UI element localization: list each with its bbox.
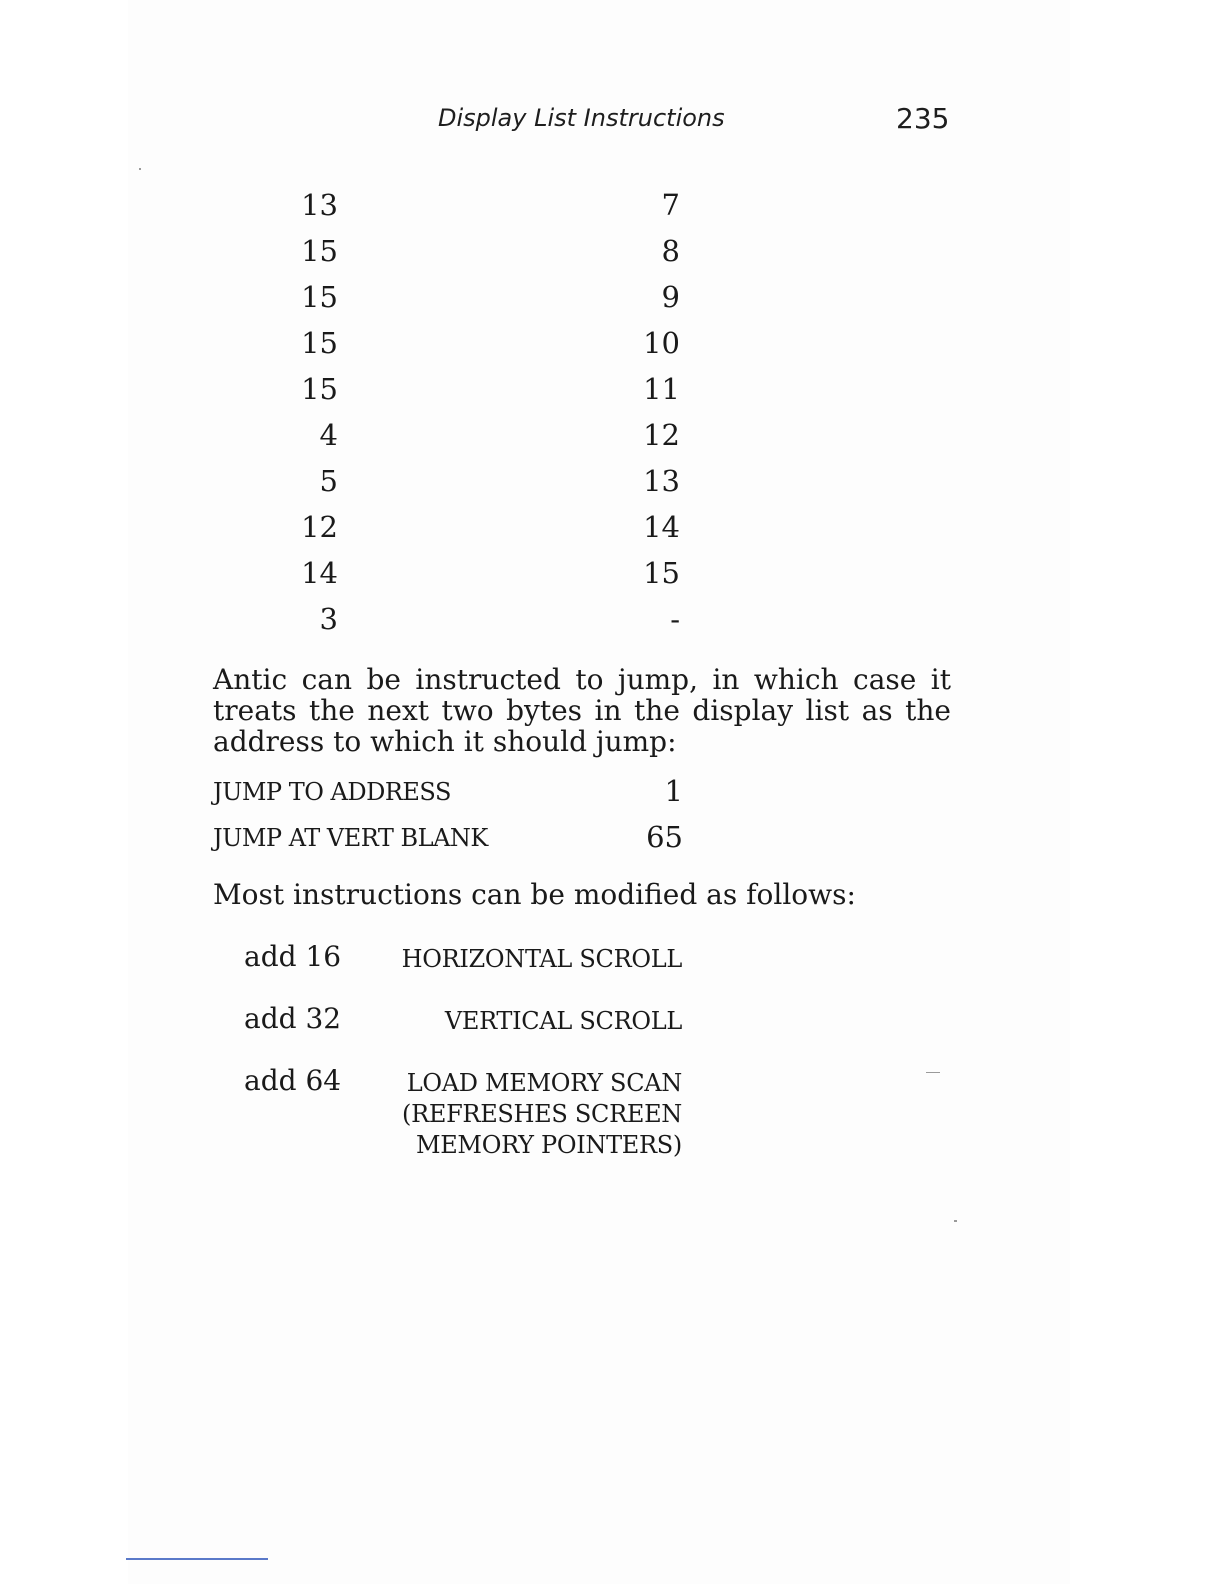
table-cell-right: 8: [661, 234, 680, 268]
table-row: [0, 510, 800, 550]
scan-speck: [954, 1220, 957, 1222]
table-cell-right: 13: [643, 464, 680, 498]
table-row: [0, 602, 800, 642]
table-row: [0, 234, 800, 274]
modifier-add-value: add 16: [244, 940, 342, 973]
table-row: [0, 280, 800, 320]
table-cell-right: 14: [643, 510, 680, 544]
table-cell-left: 13: [301, 188, 338, 222]
table-cell-left: 15: [301, 280, 338, 314]
table-cell-left: 3: [319, 602, 338, 636]
running-header-title: Display List Instructions: [438, 104, 725, 132]
table-cell-right: 12: [643, 418, 680, 452]
modifier-add-value: add 64: [244, 1064, 342, 1097]
modifier-description-line: VERTICAL SCROLL: [444, 1007, 682, 1035]
modifier-description-line: HORIZONTAL SCROLL: [401, 945, 682, 973]
page-number: 235: [896, 102, 950, 135]
modifier-description: [372, 1006, 682, 1037]
modifier-add-value: add 32: [244, 1002, 342, 1035]
table-row: [0, 326, 800, 366]
table-cell-left: 15: [301, 234, 338, 268]
jump-value: 1: [664, 774, 683, 808]
table-cell-right: 10: [643, 326, 680, 360]
table-cell-right: 11: [643, 372, 680, 406]
table-cell-left: 12: [301, 510, 338, 544]
table-row: [0, 418, 800, 458]
modifier-description: [372, 1068, 682, 1161]
modifier-description-line: LOAD MEMORY SCAN: [406, 1069, 682, 1097]
modifier-description-line: (REFRESHES SCREEN: [402, 1100, 682, 1128]
jump-row: [213, 820, 683, 860]
table-row: [0, 372, 800, 412]
scan-speck: [926, 1072, 940, 1073]
table-row: [0, 188, 800, 228]
table-cell-right: 9: [661, 280, 680, 314]
modifiers-intro: Most instructions can be modified as follows:: [213, 878, 856, 911]
table-cell-right: 7: [661, 188, 680, 222]
modifier-description: [372, 944, 682, 975]
footer-rule: [126, 1558, 268, 1560]
jump-paragraph: Antic can be instructed to jump, in which case it treats the next two bytes in the display list as the address to which it should jump:: [213, 663, 951, 758]
table-cell-right: -: [670, 602, 680, 636]
jump-label: JUMP AT VERT BLANK: [213, 824, 488, 852]
modifier-description-line: MEMORY POINTERS): [415, 1131, 682, 1159]
table-cell-left: 14: [301, 556, 338, 590]
table-cell-left: 15: [301, 372, 338, 406]
table-cell-left: 5: [319, 464, 338, 498]
scan-speck: [139, 168, 141, 170]
jump-label: JUMP TO ADDRESS: [213, 778, 451, 806]
table-cell-left: 15: [301, 326, 338, 360]
jump-value: 65: [646, 820, 683, 854]
table-cell-right: 15: [643, 556, 680, 590]
jump-row: [213, 774, 683, 814]
table-row: [0, 556, 800, 596]
table-cell-left: 4: [319, 418, 338, 452]
table-row: [0, 464, 800, 504]
